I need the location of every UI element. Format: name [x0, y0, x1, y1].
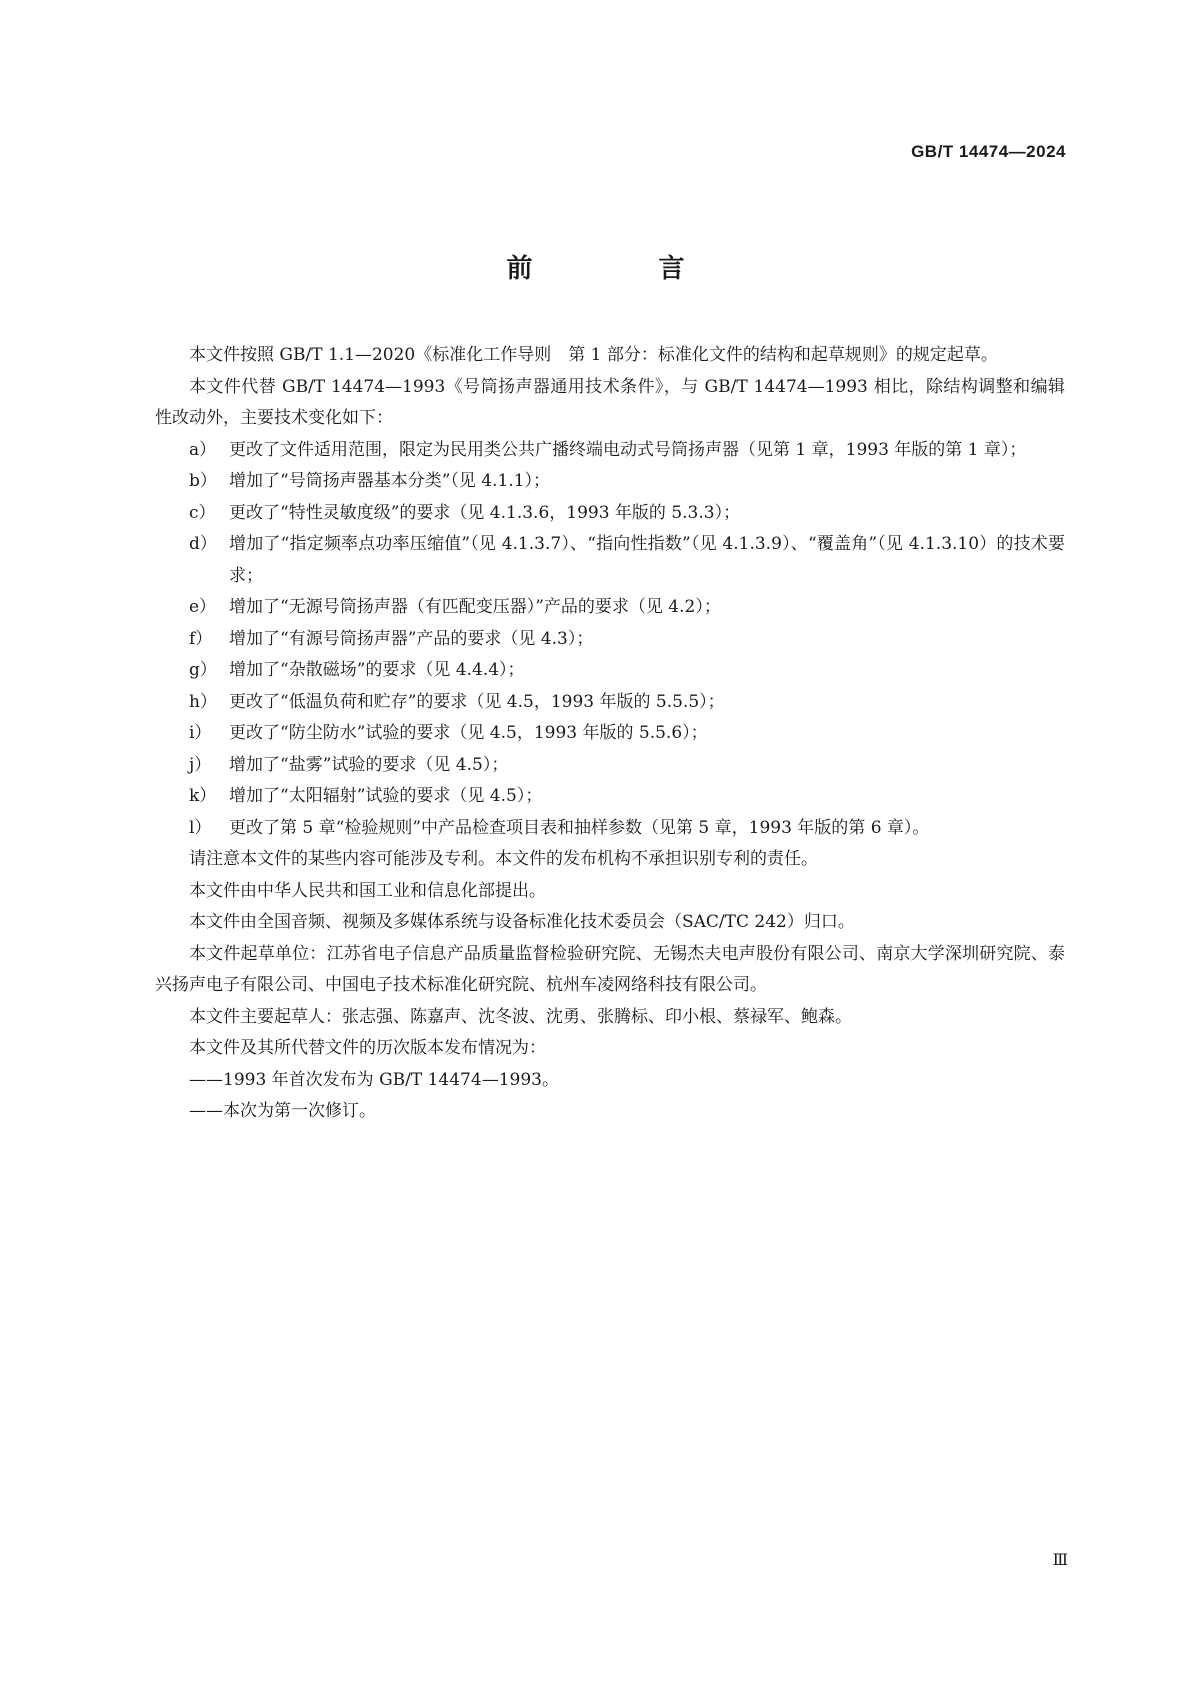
history-item: ——1993 年首次发布为 GB/T 14474—1993。	[189, 1069, 559, 1090]
list-marker: b）	[189, 471, 217, 491]
page-title: 前 言	[506, 254, 735, 284]
list-item-text: 增加了“号筒扬声器基本分类”（见 4.1.1）；	[229, 471, 551, 491]
list-marker: j）	[189, 754, 212, 775]
committee-statement: 本文件由全国音频、视频及多媒体系统与设备标准化技术委员会（SAC/TC 242）归口。	[189, 912, 855, 932]
changes-list	[155, 435, 1065, 845]
list-item	[155, 781, 1065, 813]
list-item	[155, 466, 1065, 498]
list-item-text: 更改了“防尘防水”试验的要求（见 4.5，1993 年版的 5.5.6）；	[229, 723, 708, 743]
proposer-statement: 本文件由中华人民共和国工业和信息化部提出。	[189, 880, 546, 901]
page-number: Ⅲ	[1052, 1552, 1068, 1569]
list-item	[155, 624, 1065, 656]
intro-paragraph: 本文件代替 GB/T 14474—1993《号筒扬声器通用技术条件》，与 GB/T 14474—1993 相比，除结构调整和编辑性改动外，主要技术变化如下：	[155, 376, 1065, 428]
list-item	[155, 813, 1065, 845]
patent-statement: 请注意本文件的某些内容可能涉及专利。本文件的发布机构不承担识别专利的责任。	[189, 849, 818, 869]
list-item	[155, 498, 1065, 530]
list-marker: f）	[189, 628, 213, 649]
standard-number: GB/T 14474—2024	[911, 142, 1066, 161]
list-item	[155, 718, 1065, 750]
list-marker: c）	[189, 502, 216, 523]
list-item-text: 增加了“太阳辐射”试验的要求（见 4.5）；	[229, 786, 543, 806]
list-item	[155, 529, 1065, 592]
list-item	[155, 435, 1065, 467]
list-item-text: 更改了第 5 章“检验规则”中产品检查项目表和抽样参数（见第 5 章，1993 年版的第 6 章）。	[229, 817, 930, 838]
list-item	[155, 655, 1065, 687]
list-item-text: 增加了“有源号筒扬声器”产品的要求（见 4.3）；	[229, 628, 594, 649]
list-item-text: 增加了“无源号筒扬声器（有匹配变压器）”产品的要求（见 4.2）；	[229, 597, 721, 617]
list-item-text: 更改了“特性灵敏度级”的要求（见 4.1.3.6，1993 年版的 5.3.3）；	[229, 502, 741, 523]
intro-paragraph: 本文件按照 GB/T 1.1—2020《标准化工作导则 第 1 部分：标准化文件的结构和起草规则》的规定起草。	[189, 345, 998, 365]
drafting-units-statement: 本文件起草单位：江苏省电子信息产品质量监督检验研究院、无锡杰夫电声股份有限公司、南京大学深圳研究院、泰兴扬声电子有限公司、中国电子技术标准化研究院、杭州车凌网络科技有限公司。	[155, 943, 1065, 995]
list-marker: k）	[189, 786, 217, 806]
list-item	[155, 750, 1065, 782]
history-intro: 本文件及其所代替文件的历次版本发布情况为：	[189, 1038, 546, 1058]
list-item-text: 更改了文件适用范围，限定为民用类公共广播终端电动式号筒扬声器（见第 1 章，1993 年版的第 1 章）；	[229, 439, 1027, 460]
list-marker: g）	[189, 660, 217, 680]
list-marker: i）	[189, 723, 212, 743]
list-marker: l）	[189, 817, 212, 838]
list-marker: a）	[189, 439, 217, 460]
list-marker: d）	[189, 534, 217, 554]
list-item-text: 增加了“指定频率点功率压缩值”（见 4.1.3.7）、“指向性指数”（见 4.1.3.9）、“覆盖角”（见 4.1.3.10）的技术要求；	[229, 534, 1065, 586]
document-body	[155, 340, 1065, 1128]
history-item: ——本次为第一次修订。	[189, 1101, 376, 1121]
list-marker: e）	[189, 597, 217, 617]
list-item	[155, 592, 1065, 624]
list-item-text: 增加了“盐雾”试验的要求（见 4.5）；	[229, 754, 509, 775]
list-marker: h）	[189, 691, 217, 712]
drafters-statement: 本文件主要起草人：张志强、陈嘉声、沈冬波、沈勇、张腾标、印小根、蔡禄军、鲍森。	[189, 1006, 852, 1027]
list-item-text: 增加了“杂散磁场”的要求（见 4.4.4）；	[229, 660, 525, 680]
list-item	[155, 687, 1065, 719]
list-item-text: 更改了“低温负荷和贮存”的要求（见 4.5，1993 年版的 5.5.5）；	[229, 691, 725, 712]
